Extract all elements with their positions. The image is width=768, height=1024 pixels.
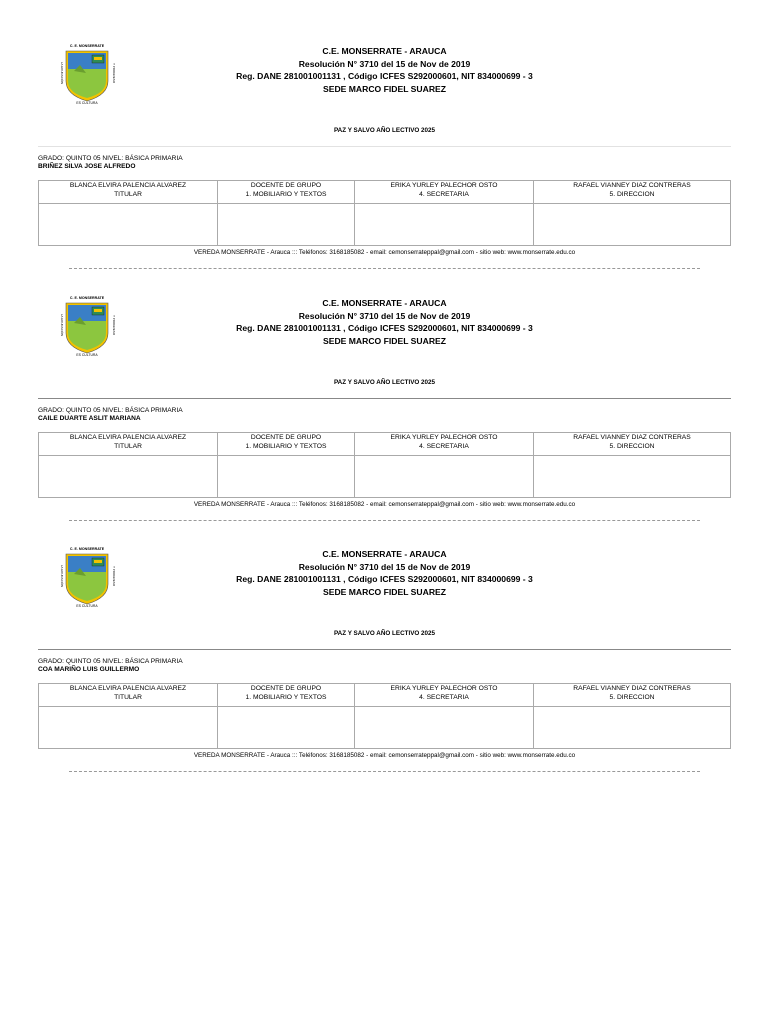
signature-table <box>38 180 731 246</box>
school-campus: SEDE MARCO FIDEL SUAREZ <box>322 586 447 597</box>
grade-line: GRADO: QUINTO 05 NIVEL: BÁSICA PRIMARIA <box>38 155 183 162</box>
school-resolution: Resolución N° 3710 del 15 de Nov de 2019 <box>298 310 471 321</box>
signature-space <box>355 456 534 498</box>
school-header <box>38 45 731 95</box>
signatory-role: TITULAR <box>114 190 142 198</box>
signatory-cell <box>534 181 731 204</box>
signatory-role: 1. MOBILIARIO Y TEXTOS <box>245 190 327 198</box>
cut-line <box>69 520 700 521</box>
cut-line <box>69 268 700 269</box>
signatory-role: 5. DIRECCION <box>609 442 655 450</box>
cut-line <box>69 771 700 772</box>
grade-line: GRADO: QUINTO 05 NIVEL: BÁSICA PRIMARIA <box>38 407 183 414</box>
logo-text: C. E. MONSERRATE <box>69 44 105 48</box>
divider <box>38 146 731 147</box>
signatory-cell <box>534 433 731 456</box>
signature-space <box>39 707 218 749</box>
signatory-role: TITULAR <box>114 693 142 701</box>
signatory-name: RAFAEL VIANNEY DIAZ CONTRERAS <box>573 434 691 441</box>
logo-motto-bottom: ES CULTURA <box>76 101 98 105</box>
school-name: C.E. MONSERRATE - ARAUCA <box>322 298 447 308</box>
signatory-cell <box>534 684 731 707</box>
signatory-cell <box>39 684 218 707</box>
signatory-name: BLANCA ELVIRA PALENCIA ALVAREZ <box>69 182 187 189</box>
school-header <box>38 297 731 347</box>
signatory-cell <box>218 433 355 456</box>
school-registry: Reg. DANE 281001001131 , Código ICFES S292000601, NIT 834000699 - 3 <box>236 574 533 584</box>
signature-space <box>534 456 731 498</box>
signatory-name: ERIKA YURLEY PALECHOR OSTO <box>390 685 498 692</box>
footer-contact: VEREDA MONSERRATE - Arauca ::: Teléfonos: 3168185082 - email: cemonserrateppal@gmail.com - sitio web: www.monserrate.edu.co <box>193 752 576 759</box>
logo-motto-bottom: ES CULTURA <box>76 353 98 357</box>
footer-contact: VEREDA MONSERRATE - Arauca ::: Teléfonos: 3168185082 - email: cemonserrateppal@gmail.com - sitio web: www.monserrate.edu.co <box>193 501 576 508</box>
signatory-cell <box>355 181 534 204</box>
signatory-name: RAFAEL VIANNEY DIAZ CONTRERAS <box>573 182 691 189</box>
signatory-role: 4. SECRETARIA <box>419 190 469 198</box>
signatory-cell <box>218 181 355 204</box>
signatory-cell <box>39 181 218 204</box>
logo-motto-bottom: ES CULTURA <box>76 604 98 608</box>
school-header <box>38 548 731 598</box>
signatory-name: ERIKA YURLEY PALECHOR OSTO <box>390 434 498 441</box>
divider <box>38 398 731 399</box>
logo-motto-left: LA EDUCACIÓN <box>60 564 64 588</box>
signatory-cell <box>355 684 534 707</box>
signature-space <box>355 204 534 246</box>
signature-space <box>534 707 731 749</box>
signatory-name: DOCENTE DE GRUPO <box>250 685 322 692</box>
signatory-name: DOCENTE DE GRUPO <box>250 434 322 441</box>
logo-motto-right: Y PROGRESO <box>112 314 116 336</box>
signatory-role: 4. SECRETARIA <box>419 693 469 701</box>
student-name: CAILE DUARTE ASLIT MARIANA <box>38 415 141 422</box>
school-registry: Reg. DANE 281001001131 , Código ICFES S292000601, NIT 834000699 - 3 <box>236 71 533 81</box>
signatory-role: 5. DIRECCION <box>609 190 655 198</box>
signatory-role: 5. DIRECCION <box>609 693 655 701</box>
school-name: C.E. MONSERRATE - ARAUCA <box>322 46 447 56</box>
signatory-name: ERIKA YURLEY PALECHOR OSTO <box>390 182 498 189</box>
student-name: BRIÑEZ SILVA JOSE ALFREDO <box>38 163 136 170</box>
signatory-role: 1. MOBILIARIO Y TEXTOS <box>245 693 327 701</box>
grade-line: GRADO: QUINTO 05 NIVEL: BÁSICA PRIMARIA <box>38 658 183 665</box>
signature-space <box>218 456 355 498</box>
logo-motto-left: LA EDUCACIÓN <box>60 313 64 337</box>
footer-contact: VEREDA MONSERRATE - Arauca ::: Teléfonos: 3168185082 - email: cemonserrateppal@gmail.com - sitio web: www.monserrate.edu.co <box>193 249 576 256</box>
signatory-cell <box>355 433 534 456</box>
signatory-role: TITULAR <box>114 442 142 450</box>
signatory-role: 4. SECRETARIA <box>419 442 469 450</box>
document-title: PAZ Y SALVO AÑO LECTIVO 2025 <box>333 127 436 134</box>
school-name: C.E. MONSERRATE - ARAUCA <box>322 549 447 559</box>
school-resolution: Resolución N° 3710 del 15 de Nov de 2019 <box>298 58 471 69</box>
logo-motto-left: LA EDUCACIÓN <box>60 61 64 85</box>
signatory-cell <box>218 684 355 707</box>
logo-motto-right: Y PROGRESO <box>112 62 116 84</box>
logo-text: C. E. MONSERRATE <box>69 547 105 551</box>
logo-motto-right: Y PROGRESO <box>112 565 116 587</box>
school-registry: Reg. DANE 281001001131 , Código ICFES S292000601, NIT 834000699 - 3 <box>236 323 533 333</box>
school-campus: SEDE MARCO FIDEL SUAREZ <box>322 83 447 94</box>
signatory-name: RAFAEL VIANNEY DIAZ CONTRERAS <box>573 685 691 692</box>
school-campus: SEDE MARCO FIDEL SUAREZ <box>322 335 447 346</box>
divider <box>38 649 731 650</box>
signature-space <box>39 456 218 498</box>
signature-space <box>39 204 218 246</box>
signature-space <box>534 204 731 246</box>
signatory-name: BLANCA ELVIRA PALENCIA ALVAREZ <box>69 685 187 692</box>
document-title: PAZ Y SALVO AÑO LECTIVO 2025 <box>333 630 436 637</box>
signatory-name: BLANCA ELVIRA PALENCIA ALVAREZ <box>69 434 187 441</box>
logo-text: C. E. MONSERRATE <box>69 296 105 300</box>
signature-table <box>38 683 731 749</box>
signatory-name: DOCENTE DE GRUPO <box>250 182 322 189</box>
signatory-cell <box>39 433 218 456</box>
signatory-role: 1. MOBILIARIO Y TEXTOS <box>245 442 327 450</box>
student-name: COA MARIÑO LUIS GUILLERMO <box>38 666 140 673</box>
signature-space <box>218 204 355 246</box>
signature-space <box>355 707 534 749</box>
document-title: PAZ Y SALVO AÑO LECTIVO 2025 <box>333 379 436 386</box>
signature-table <box>38 432 731 498</box>
school-resolution: Resolución N° 3710 del 15 de Nov de 2019 <box>298 561 471 572</box>
signature-space <box>218 707 355 749</box>
